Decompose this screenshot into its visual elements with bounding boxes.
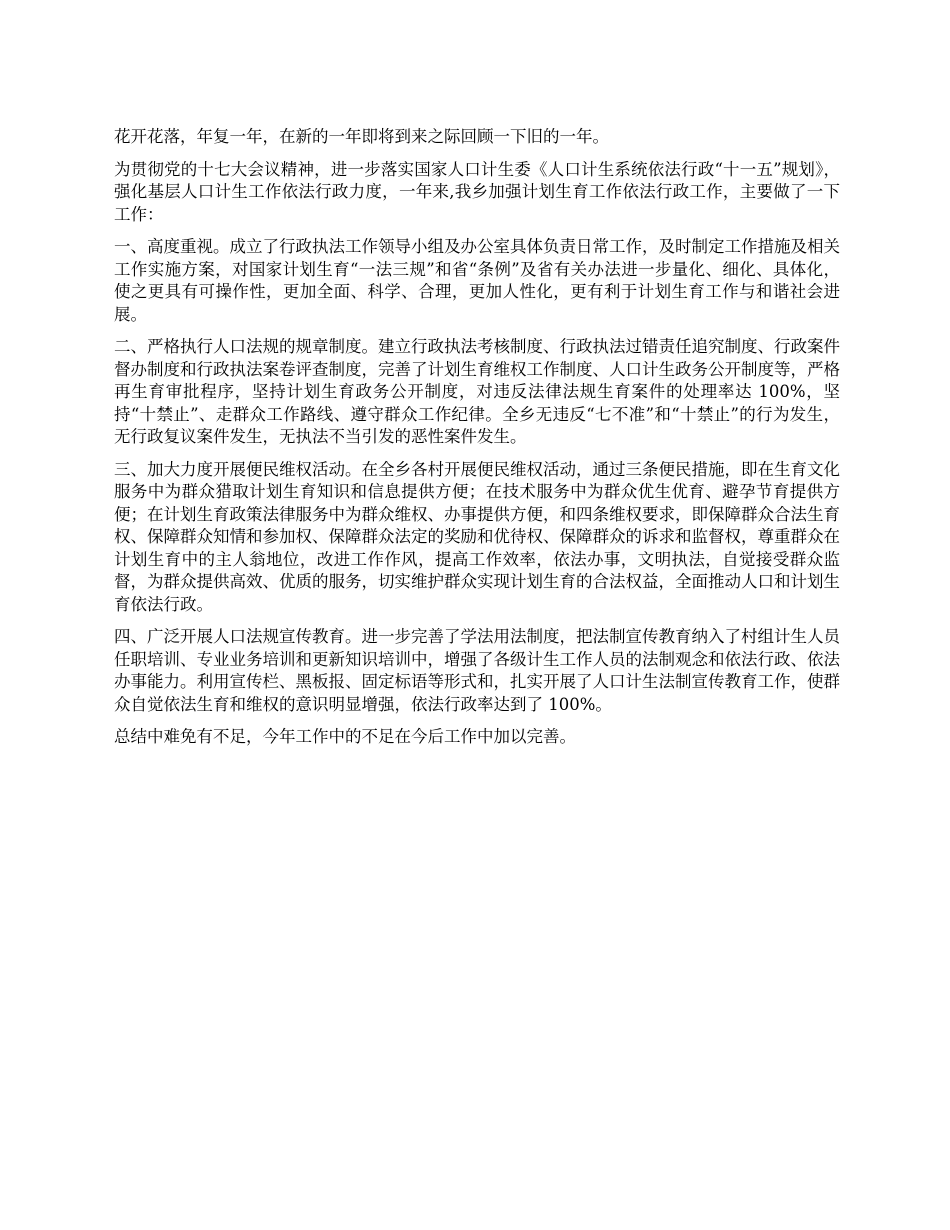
paragraph-conclusion: 总结中难免有不足，今年工作中的不足在今后工作中加以完善。 xyxy=(114,727,576,746)
document-body xyxy=(114,126,840,759)
paragraph-section-1: 一、高度重视。成立了行政执法工作领导小组及办公室具体负责日常工作，及时制定工作措施及相关工作实施方案，对国家计划生育“一法三规”和省“条例”及省有关办法进一步量化、细化、具体化，使之更具有可操作性，更加全面、科学、合理，更加人性化，更有利于计划生育工作与和谐社会进展。 xyxy=(114,237,840,324)
paragraph-purpose: 为贯彻党的十七大会议精神，进一步落实国家人口计生委《人口计生系统依法行政“十一五”规划》，强化基层人口计生工作依法行政力度，一年来,我乡加强计划生育工作依法行政工作，主要做了一下工作： xyxy=(114,159,840,224)
paragraph-section-4: 四、广泛开展人口法规宣传教育。进一步完善了学法用法制度，把法制宣传教育纳入了村组计生人员任职培训、专业业务培训和更新知识培训中，增强了各级计生工作人员的法制观念和依法行政、依法办事能力。利用宣传栏、黑板报、固定标语等形式和，扎实开展了人口计生法制宣传教育工作，使群众自觉依法生育和维权的意识明显增强，依法行政率达到了 100%。 xyxy=(114,627,840,714)
paragraph-section-2: 二、严格执行人口法规的规章制度。建立行政执法考核制度、行政执法过错责任追究制度、行政案件督办制度和行政执法案卷评查制度，完善了计划生育维权工作制度、人口计生政务公开制度等，严格再生育审批程序，坚持计划生育政务公开制度，对违反法律法规生育案件的处理率达 100%，坚持“十禁止”、走群众工作路线、遵守群众工作纪律。全乡无违反“七不准”和“十禁止”的行为发生，无行政复议案件发生，无执法不当引发的恶性案件发生。 xyxy=(114,337,840,446)
paragraph-intro: 花开花落，年复一年，在新的一年即将到来之际回顾一下旧的一年。 xyxy=(114,127,609,146)
paragraph-section-3: 三、加大力度开展便民维权活动。在全乡各村开展便民维权活动，通过三条便民措施，即在生育文化服务中为群众猎取计划生育知识和信息提供方便；在技术服务中为群众优生优育、避孕节育提供方便；在计划生育政策法律服务中为群众维权、办事提供方便，和四条维权要求，即保障群众合法生育权、保障群众知情和参加权、保障群众法定的奖励和优待权、保障群众的诉求和监督权，尊重群众在计划生育中的主人翁地位，改进工作作风，提高工作效率，依法办事，文明执法，自觉接受群众监督，为群众提供高效、优质的服务，切实维护群众实现计划生育的合法权益，全面推动人口和计划生育依法行政。 xyxy=(114,459,840,614)
